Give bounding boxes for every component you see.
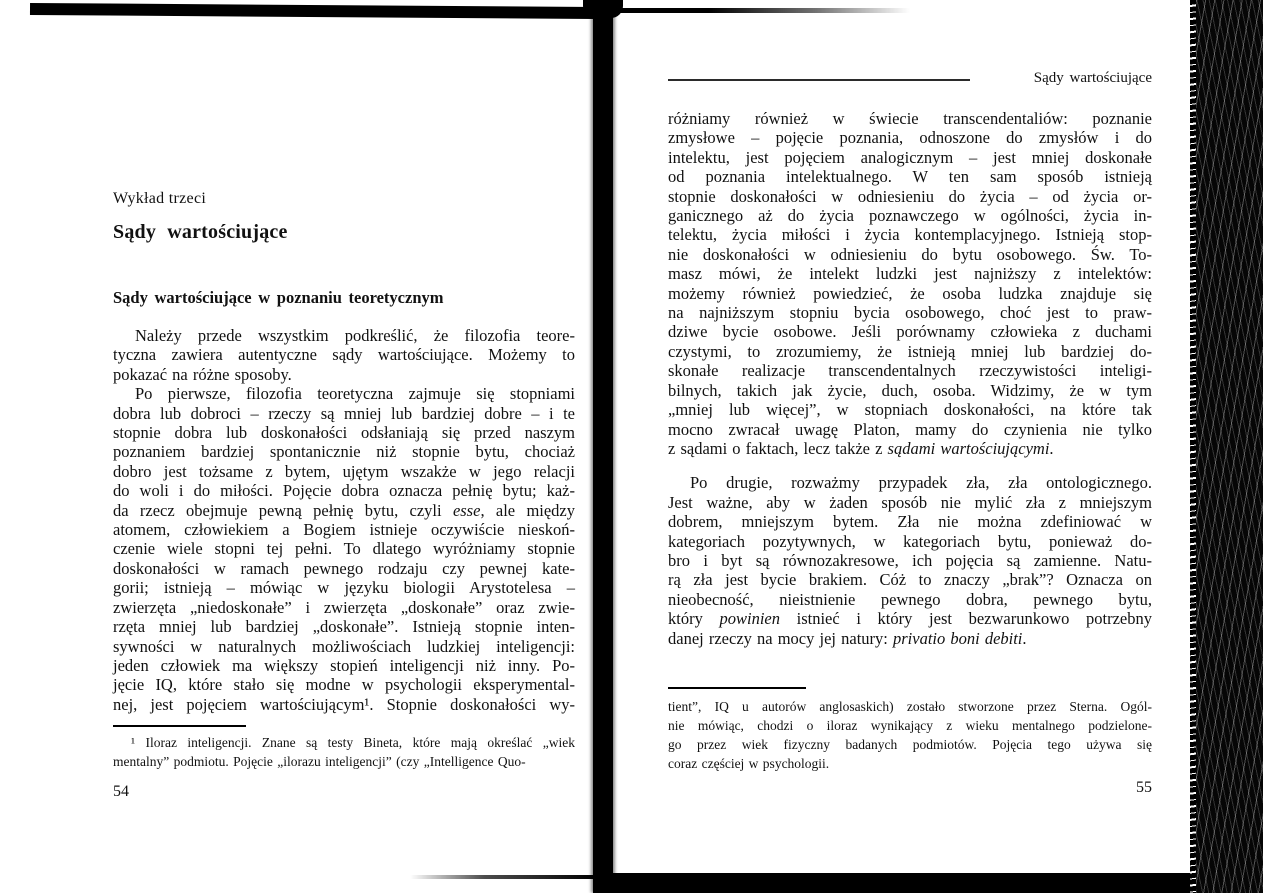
text-line: bilnych, takich jak życie, duch, osoba. Widzimy, że w tym xyxy=(668,380,1152,400)
text-line: poznaniem bardziej spontanicznie niż stopnie bytu, chociaż xyxy=(113,442,575,462)
text-line: czenie wiele stopni tej pełni. To dlatego wyróżniamy stopnie xyxy=(113,539,575,559)
text-line: zwierzęta „niedoskonałe” i zwierzęta „doskonałe” oraz zwie- xyxy=(113,597,575,617)
page-edge-texture-band xyxy=(1196,0,1263,893)
text-line: mentalny” podmiotu. Pojęcie „ilorazu inteligencji” (czy „Intelligence Quo- xyxy=(113,754,526,769)
text-line: atomem, człowiekiem a Bogiem istnieje oczywiście nieskoń- xyxy=(113,520,575,540)
page-number-right: 55 xyxy=(1136,779,1152,796)
text-line: nej, jest pojęciem wartościującym¹. Stopnie doskonałości wy- xyxy=(113,694,575,714)
chapter-title: Sądy wartościujące xyxy=(113,221,288,243)
text-line: rą zła jest bycie brakiem. Cóż to znaczy „brak”? Oznacza on xyxy=(668,570,1152,590)
running-header: Sądy wartościujące xyxy=(1033,70,1152,86)
text-line: skonałe realizacje transcendentalnych rzeczywistości inteligi- xyxy=(668,361,1152,381)
right-footnote-rule xyxy=(668,687,806,689)
text-line: nie mówiąc, chodzi o iloraz wynikający z wieku mentalnego podzielone- xyxy=(668,718,1152,733)
right-footnote-text xyxy=(668,697,1152,773)
text-line: ganicznego aż do życia poznawczego w ogólności, życia in- xyxy=(668,206,1152,226)
text-line: tient”, IQ u autorów anglosaskich) zostało stworzone przez Sterna. Ogól- xyxy=(668,699,1152,714)
text-line: telektu, życia miłości i życia kontemplacyjnego. Istnieją stop- xyxy=(668,225,1152,245)
text-line: Należy przede wszystkim podkreślić, że filozofia teore- xyxy=(135,326,575,345)
text-line: tyczna zawiera autentyczne sądy wartościujące. Możemy to xyxy=(113,345,575,365)
text-line: Po drugie, rozważmy przypadek zła, zła ontologicznego. xyxy=(690,473,1152,493)
text-line: czystymi, to zrozumiemy, że istnieją mniej lub bardziej do- xyxy=(668,341,1152,361)
text-line: jeden człowiek ma większy stopień inteligencji niż inny. Po- xyxy=(113,655,575,675)
text-line: coraz częściej w psychologii. xyxy=(668,756,830,771)
text-line: różniamy również w świecie transcendentaliów: poznanie xyxy=(668,109,1152,128)
text-line: masz mówi, że intelekt ludzki jest najniższy z intelektów: xyxy=(668,264,1152,284)
text-line: doskonałości w ramach pewnego rodzaju czy pewnej kate- xyxy=(113,558,575,578)
text-line: na najniższym stopniu bycia osobowego, choć jest to praw- xyxy=(668,303,1152,323)
text-line: dobro jest tożsame z bytem, ujętym wszakże w jego relacji xyxy=(113,461,575,481)
text-line: bro i byt są równozakresowe, ich pojęcia są zamienne. Natu- xyxy=(668,550,1152,570)
left-footnote-rule xyxy=(113,725,246,727)
text-line: który powinien istnieć i który jest bezwarunkowo potrzebny xyxy=(668,609,1152,629)
book-gutter-shadow xyxy=(593,0,613,893)
text-line: do woli i do miłości. Pojęcie dobra oznacza pełnię bytu; każ- xyxy=(113,481,575,501)
left-page xyxy=(113,0,575,893)
text-line: dobrem, mniejszym bytem. Zła nie można zdefiniować w xyxy=(668,512,1152,532)
text-line: go przez wiek fizyczny badanych podmiotów. Pojęcia tego używa się xyxy=(668,737,1152,752)
text-line: ¹ Iloraz inteligencji. Znane są testy Bineta, które mają określać „wiek xyxy=(131,735,575,750)
text-line: kategoriach pozytywnych, w kategoriach bytu, ponieważ do- xyxy=(668,531,1152,551)
text-line: od poznania intelektualnego. W ten sam sposób istnieją xyxy=(668,167,1152,187)
text-line: możemy również powiedzieć, że osoba ludzka znajduje się xyxy=(668,283,1152,303)
chapter-kicker: Wykład trzeci xyxy=(113,190,207,207)
text-line: nie doskonałości w odniesieniu do bytu osobowego. Św. To- xyxy=(668,244,1152,264)
left-body-text xyxy=(113,326,575,714)
book-gutter-top-flare xyxy=(583,0,623,18)
text-line: Po pierwsze, filozofia teoretyczna zajmuje się stopniami xyxy=(135,384,575,404)
text-line: nieobecność, nieistnienie pewnego dobra, pewnego bytu, xyxy=(668,589,1152,609)
section-subheading: Sądy wartościujące w poznaniu teoretycznym xyxy=(113,288,444,307)
text-line: dobra lub dobroci – rzeczy są mniej lub bardziej dobre – i te xyxy=(113,403,575,423)
text-line: „mniej lub więcej”, w stopniach doskonałości, na które tak xyxy=(668,400,1152,420)
right-page xyxy=(668,0,1152,893)
text-line: intelektu, jest pojęciem analogicznym – jest mniej doskonałe xyxy=(668,147,1152,167)
text-line: da rzecz obejmuje pewną pełnię bytu, czyli esse, ale między xyxy=(113,500,576,520)
text-line: stopnie doskonałości w odniesieniu do życia – od życia or- xyxy=(668,186,1152,206)
text-line: z sądami o faktach, lecz także z sądami wartościującymi. xyxy=(668,438,1054,458)
right-body-text xyxy=(668,109,1152,648)
text-line: mocno zwracał uwagę Platon, mamy do czynienia nie tylko xyxy=(668,419,1152,439)
text-line: sywności w naturalnych możliwościach ludzkiej inteligencji: xyxy=(113,636,575,656)
page-number-left: 54 xyxy=(113,783,129,800)
text-line: dziwe bycie osobowe. Jeśli porównamy człowieka z duchami xyxy=(668,322,1152,342)
text-line: danej rzeczy na mocy jej natury: privatio boni debiti. xyxy=(668,628,1027,648)
text-line: gorii; istnieją – mówiąc w języku biologii Arystotelesa – xyxy=(113,578,575,598)
text-line: Jest ważne, aby w żaden sposób nie mylić zła z mniejszym xyxy=(668,492,1152,512)
text-line: zmysłowe – pojęcie poznania, odnoszone do zmysłów i do xyxy=(668,128,1152,148)
text-line: stopnie dobra lub doskonałości odsłaniają się przed naszym xyxy=(113,423,575,443)
text-line: rzęta mniej lub bardziej „doskonałe”. Istnieją stopnie inten- xyxy=(113,617,575,637)
left-footnote-text xyxy=(113,733,575,771)
text-line: jęcie IQ, które stało się modne w psychologii eksperymental- xyxy=(113,675,575,695)
text-line: pokazać na różne sposoby. xyxy=(113,364,292,384)
